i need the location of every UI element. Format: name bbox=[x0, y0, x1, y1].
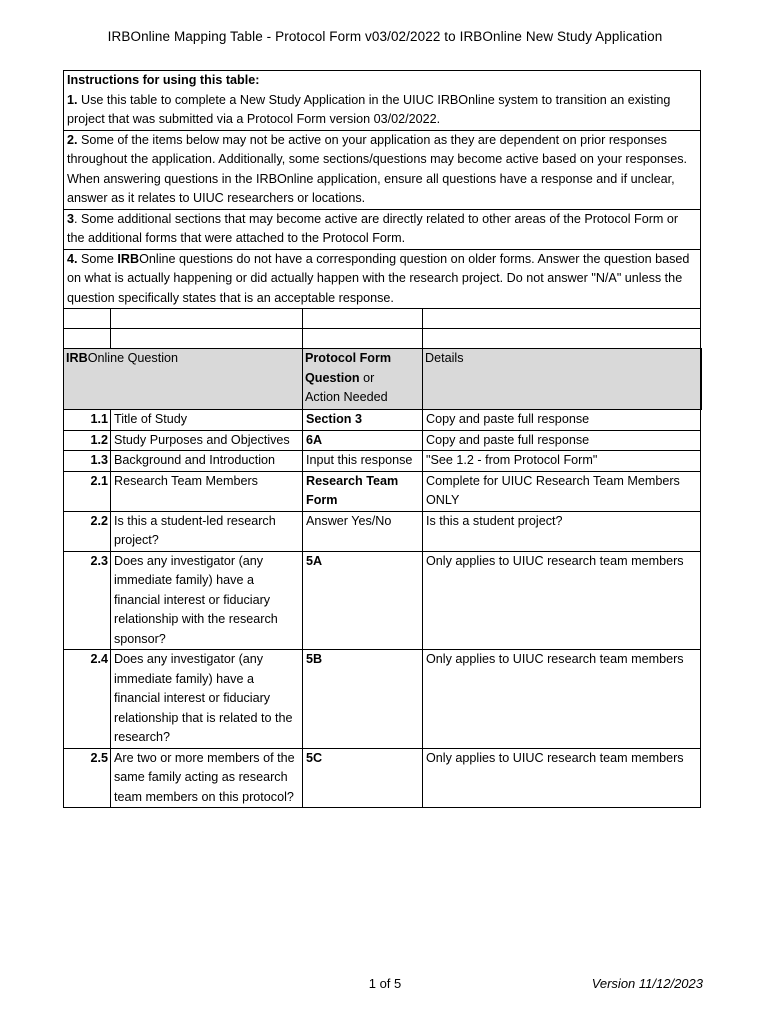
row-number: 1.3 bbox=[64, 451, 111, 472]
row-protocol-text: Research Team Form bbox=[306, 473, 399, 507]
table-row bbox=[64, 748, 701, 808]
empty-cell bbox=[111, 309, 303, 329]
row-question: Does any investigator (any immediate family) have a financial interest or fiduciary relationship that is related to the research? bbox=[111, 650, 303, 749]
blank-row bbox=[64, 309, 701, 329]
row-protocol bbox=[303, 748, 423, 808]
row-protocol-text: 5A bbox=[306, 553, 323, 568]
instructions-cell bbox=[64, 71, 701, 131]
row-question: Is this a student-led research project? bbox=[111, 511, 303, 551]
row-protocol-text: 5B bbox=[306, 652, 323, 666]
header-bold: IRB bbox=[66, 351, 88, 365]
instruction-num: 1. bbox=[67, 92, 78, 107]
row-protocol-text: 6A bbox=[306, 432, 323, 447]
row-protocol-text: 5C bbox=[306, 750, 323, 765]
empty-cell bbox=[111, 329, 303, 349]
row-details: Copy and paste full response bbox=[423, 430, 701, 451]
row-number: 2.3 bbox=[64, 551, 111, 650]
row-protocol-text: Input this response bbox=[306, 453, 413, 467]
row-protocol bbox=[303, 551, 423, 650]
instructions-cell bbox=[64, 209, 701, 249]
empty-cell bbox=[423, 329, 701, 349]
empty-cell bbox=[303, 309, 423, 329]
row-question: Does any investigator (any immediate family) have a financial interest or fiduciary relationship with the research sponsor? bbox=[111, 551, 303, 650]
row-number: 2.1 bbox=[64, 471, 111, 511]
header-bold: Protocol Form bbox=[305, 351, 392, 365]
blank-row bbox=[64, 329, 701, 349]
row-question: Research Team Members bbox=[111, 471, 303, 511]
table-row bbox=[64, 511, 701, 551]
row-question: Background and Introduction bbox=[111, 451, 303, 472]
version-label: Version 11/12/2023 bbox=[591, 976, 703, 991]
instructions-row-1 bbox=[64, 71, 701, 131]
row-details: Is this a student project? bbox=[423, 511, 701, 551]
table-row bbox=[64, 451, 701, 472]
row-protocol bbox=[303, 410, 423, 431]
row-protocol bbox=[303, 451, 423, 472]
row-question: Study Purposes and Objectives bbox=[111, 430, 303, 451]
empty-cell bbox=[423, 309, 701, 329]
row-details: Copy and paste full response bbox=[423, 410, 701, 431]
instruction-num: 2. bbox=[67, 132, 78, 147]
instruction-text: Some bbox=[77, 251, 118, 266]
row-details: Complete for UIUC Research Team Members ONLY bbox=[423, 471, 701, 511]
header-text: Action Needed bbox=[305, 390, 388, 404]
row-number: 1.1 bbox=[64, 410, 111, 431]
row-number: 2.2 bbox=[64, 511, 111, 551]
row-protocol-text: Answer Yes/No bbox=[306, 513, 392, 528]
row-question: Are two or more members of the same family acting as research team members on this protocol? bbox=[111, 748, 303, 808]
row-protocol bbox=[303, 650, 423, 749]
instruction-text: Online questions do not have a corresponding question on older forms. Answer the question based on what is actually happening or did actually happen with the research project. Do not answer "N/A" unless the question specifically states that is an acceptable response. bbox=[67, 251, 690, 305]
row-details: Only applies to UIUC research team members bbox=[423, 551, 701, 650]
table-header-row bbox=[64, 349, 701, 410]
empty-cell bbox=[64, 329, 111, 349]
row-details: Only applies to UIUC research team members bbox=[423, 748, 701, 808]
header-bold: Question bbox=[305, 370, 360, 385]
mapping-table bbox=[63, 70, 702, 808]
header-text: Details bbox=[425, 351, 464, 365]
row-number: 1.2 bbox=[64, 430, 111, 451]
header-text: Online Question bbox=[87, 351, 179, 365]
table-row bbox=[64, 471, 701, 511]
instruction-num: 4. bbox=[67, 251, 78, 266]
header-details bbox=[423, 349, 701, 410]
table-row bbox=[64, 410, 701, 431]
table-row bbox=[64, 430, 701, 451]
empty-cell bbox=[64, 309, 111, 329]
instruction-bold-word: IRB bbox=[117, 251, 140, 266]
instructions-row-3 bbox=[64, 209, 701, 249]
header-protocol-form bbox=[303, 349, 423, 410]
page-number: 1 of 5 bbox=[368, 976, 402, 991]
instruction-text: Some of the items below may not be active on your application as they are dependent on prior responses throughout the application. Additionally, some sections/questions may become active based on your responses. When answering questions in the IRBOnline application, ensure all questions have a response and if unclear, answer as it relates to UIUC researchers or locations. bbox=[67, 132, 688, 205]
page-title: IRBOnline Mapping Table - Protocol Form v03/02/2022 to IRBOnline New Study Application bbox=[107, 29, 663, 44]
empty-cell bbox=[303, 329, 423, 349]
row-details: "See 1.2 - from Protocol Form" bbox=[423, 451, 701, 472]
instructions-cell bbox=[64, 130, 701, 209]
instructions-heading: Instructions for using this table: bbox=[67, 73, 260, 87]
header-online-question bbox=[64, 349, 303, 410]
table-row bbox=[64, 551, 701, 650]
table-row bbox=[64, 650, 701, 749]
instruction-text: Use this table to complete a New Study Application in the UIUC IRBOnline system to transition an existing project that was submitted via a Protocol Form version 03/02/2022. bbox=[67, 92, 671, 126]
row-question: Title of Study bbox=[111, 410, 303, 431]
row-protocol bbox=[303, 430, 423, 451]
instruction-num: 3 bbox=[67, 211, 75, 226]
header-text: or bbox=[359, 370, 375, 385]
instruction-text: . Some additional sections that may become active are directly related to other areas of the Protocol Form or the additional forms that were attached to the Protocol Form. bbox=[67, 211, 679, 245]
row-protocol bbox=[303, 511, 423, 551]
instructions-row-4 bbox=[64, 249, 701, 309]
row-number: 2.5 bbox=[64, 748, 111, 808]
instructions-cell bbox=[64, 249, 701, 309]
instructions-row-2 bbox=[64, 130, 701, 209]
row-protocol bbox=[303, 471, 423, 511]
row-protocol-text: Section 3 bbox=[306, 412, 362, 426]
row-details: Only applies to UIUC research team members bbox=[423, 650, 701, 749]
row-number: 2.4 bbox=[64, 650, 111, 749]
